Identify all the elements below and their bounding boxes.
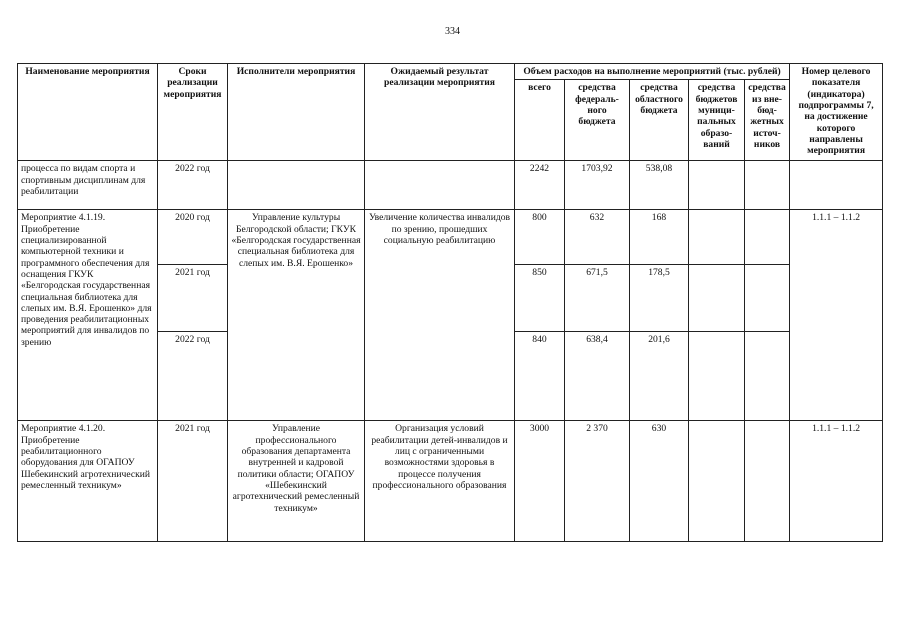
row2-executors: Управление культуры Белгородской области; ГКУК «Белгородская государственная специальная библиотека для слепых им. В.Я. Ерошенко» [228, 210, 365, 421]
row2-regional-0: 168 [630, 210, 689, 265]
header-indicator: Номер целевого показателя (индикатора) подпрограммы 7, на достижение которого направлены мероприятия [790, 64, 883, 161]
header-total: всего [515, 80, 565, 161]
row2-municipal-2 [689, 332, 745, 421]
row2-extra-2 [745, 332, 790, 421]
row2-municipal-0 [689, 210, 745, 265]
header-volume: Объем расходов на выполнение мероприятий (тыс. рублей) [515, 64, 790, 80]
row1-regional: 538,08 [630, 161, 689, 210]
row1-result [365, 161, 515, 210]
row2-regional-2: 201,6 [630, 332, 689, 421]
row2-total-2: 840 [515, 332, 565, 421]
table-row [18, 161, 883, 210]
row1-total: 2242 [515, 161, 565, 210]
row3-extra [745, 421, 790, 542]
row2-municipal-1 [689, 265, 745, 332]
row2-year-2: 2022 год [158, 332, 228, 421]
measures-table [17, 63, 883, 542]
row1-federal: 1703,92 [565, 161, 630, 210]
row1-municipal [689, 161, 745, 210]
row3-municipal [689, 421, 745, 542]
row2-total-0: 800 [515, 210, 565, 265]
row2-federal-1: 671,5 [565, 265, 630, 332]
row3-federal: 2 370 [565, 421, 630, 542]
table-row [18, 210, 883, 265]
header-executors: Исполнители мероприятия [228, 64, 365, 161]
row2-year-0: 2020 год [158, 210, 228, 265]
table-row [18, 421, 883, 542]
row2-extra-1 [745, 265, 790, 332]
row1-name: процесса по видам спорта и спортивным дисциплинам для реабилитации [18, 161, 158, 210]
row1-executors [228, 161, 365, 210]
page-number: 334 [445, 26, 460, 37]
header-federal: средства федераль-ного бюджета [565, 80, 630, 161]
row2-indicator: 1.1.1 – 1.1.2 [790, 210, 883, 421]
header-regional: средства областного бюджета [630, 80, 689, 161]
header-result: Ожидаемый результат реализации мероприятия [365, 64, 515, 161]
row2-federal-0: 632 [565, 210, 630, 265]
row1-indicator [790, 161, 883, 210]
header-terms: Сроки реализации мероприятия [158, 64, 228, 161]
row2-regional-1: 178,5 [630, 265, 689, 332]
row2-year-1: 2021 год [158, 265, 228, 332]
row3-executors: Управление профессионального образования департамента внутренней и кадровой политики области; ОГАПОУ «Шебекинский агротехнический ремесленный техникум» [228, 421, 365, 542]
header-extra: средства из вне-бюд-жетных источ-ников [745, 80, 790, 161]
row3-total: 3000 [515, 421, 565, 542]
header-municipal: средства бюджетов муници-пальных образо-ваний [689, 80, 745, 161]
row3-result: Организация условий реабилитации детей-инвалидов и лиц с ограниченными возможностями здоровья в процессе получения профессионального образования [365, 421, 515, 542]
row2-federal-2: 638,4 [565, 332, 630, 421]
row1-extra [745, 161, 790, 210]
row2-extra-0 [745, 210, 790, 265]
header-name: Наименование мероприятия [18, 64, 158, 161]
row2-total-1: 850 [515, 265, 565, 332]
row1-year: 2022 год [158, 161, 228, 210]
row3-regional: 630 [630, 421, 689, 542]
row2-name: Мероприятие 4.1.19. Приобретение специализированной компьютерной техники и программного обеспечения для оснащения ГКУК «Белгородская государственная специальная библиотека для слепых им. В.Я. Ерошенко» для проведения реабилитационных мероприятий для инвалидов по зрению [18, 210, 158, 421]
row2-result: Увеличение количества инвалидов по зрению, прошедших социальную реабилитацию [365, 210, 515, 421]
row3-year: 2021 год [158, 421, 228, 542]
header-row [18, 64, 883, 80]
row3-indicator: 1.1.1 – 1.1.2 [790, 421, 883, 542]
row3-name: Мероприятие 4.1.20. Приобретение реабилитационного оборудования для ОГАПОУ Шебекинский агротехнический ремесленный техникум» [18, 421, 158, 542]
